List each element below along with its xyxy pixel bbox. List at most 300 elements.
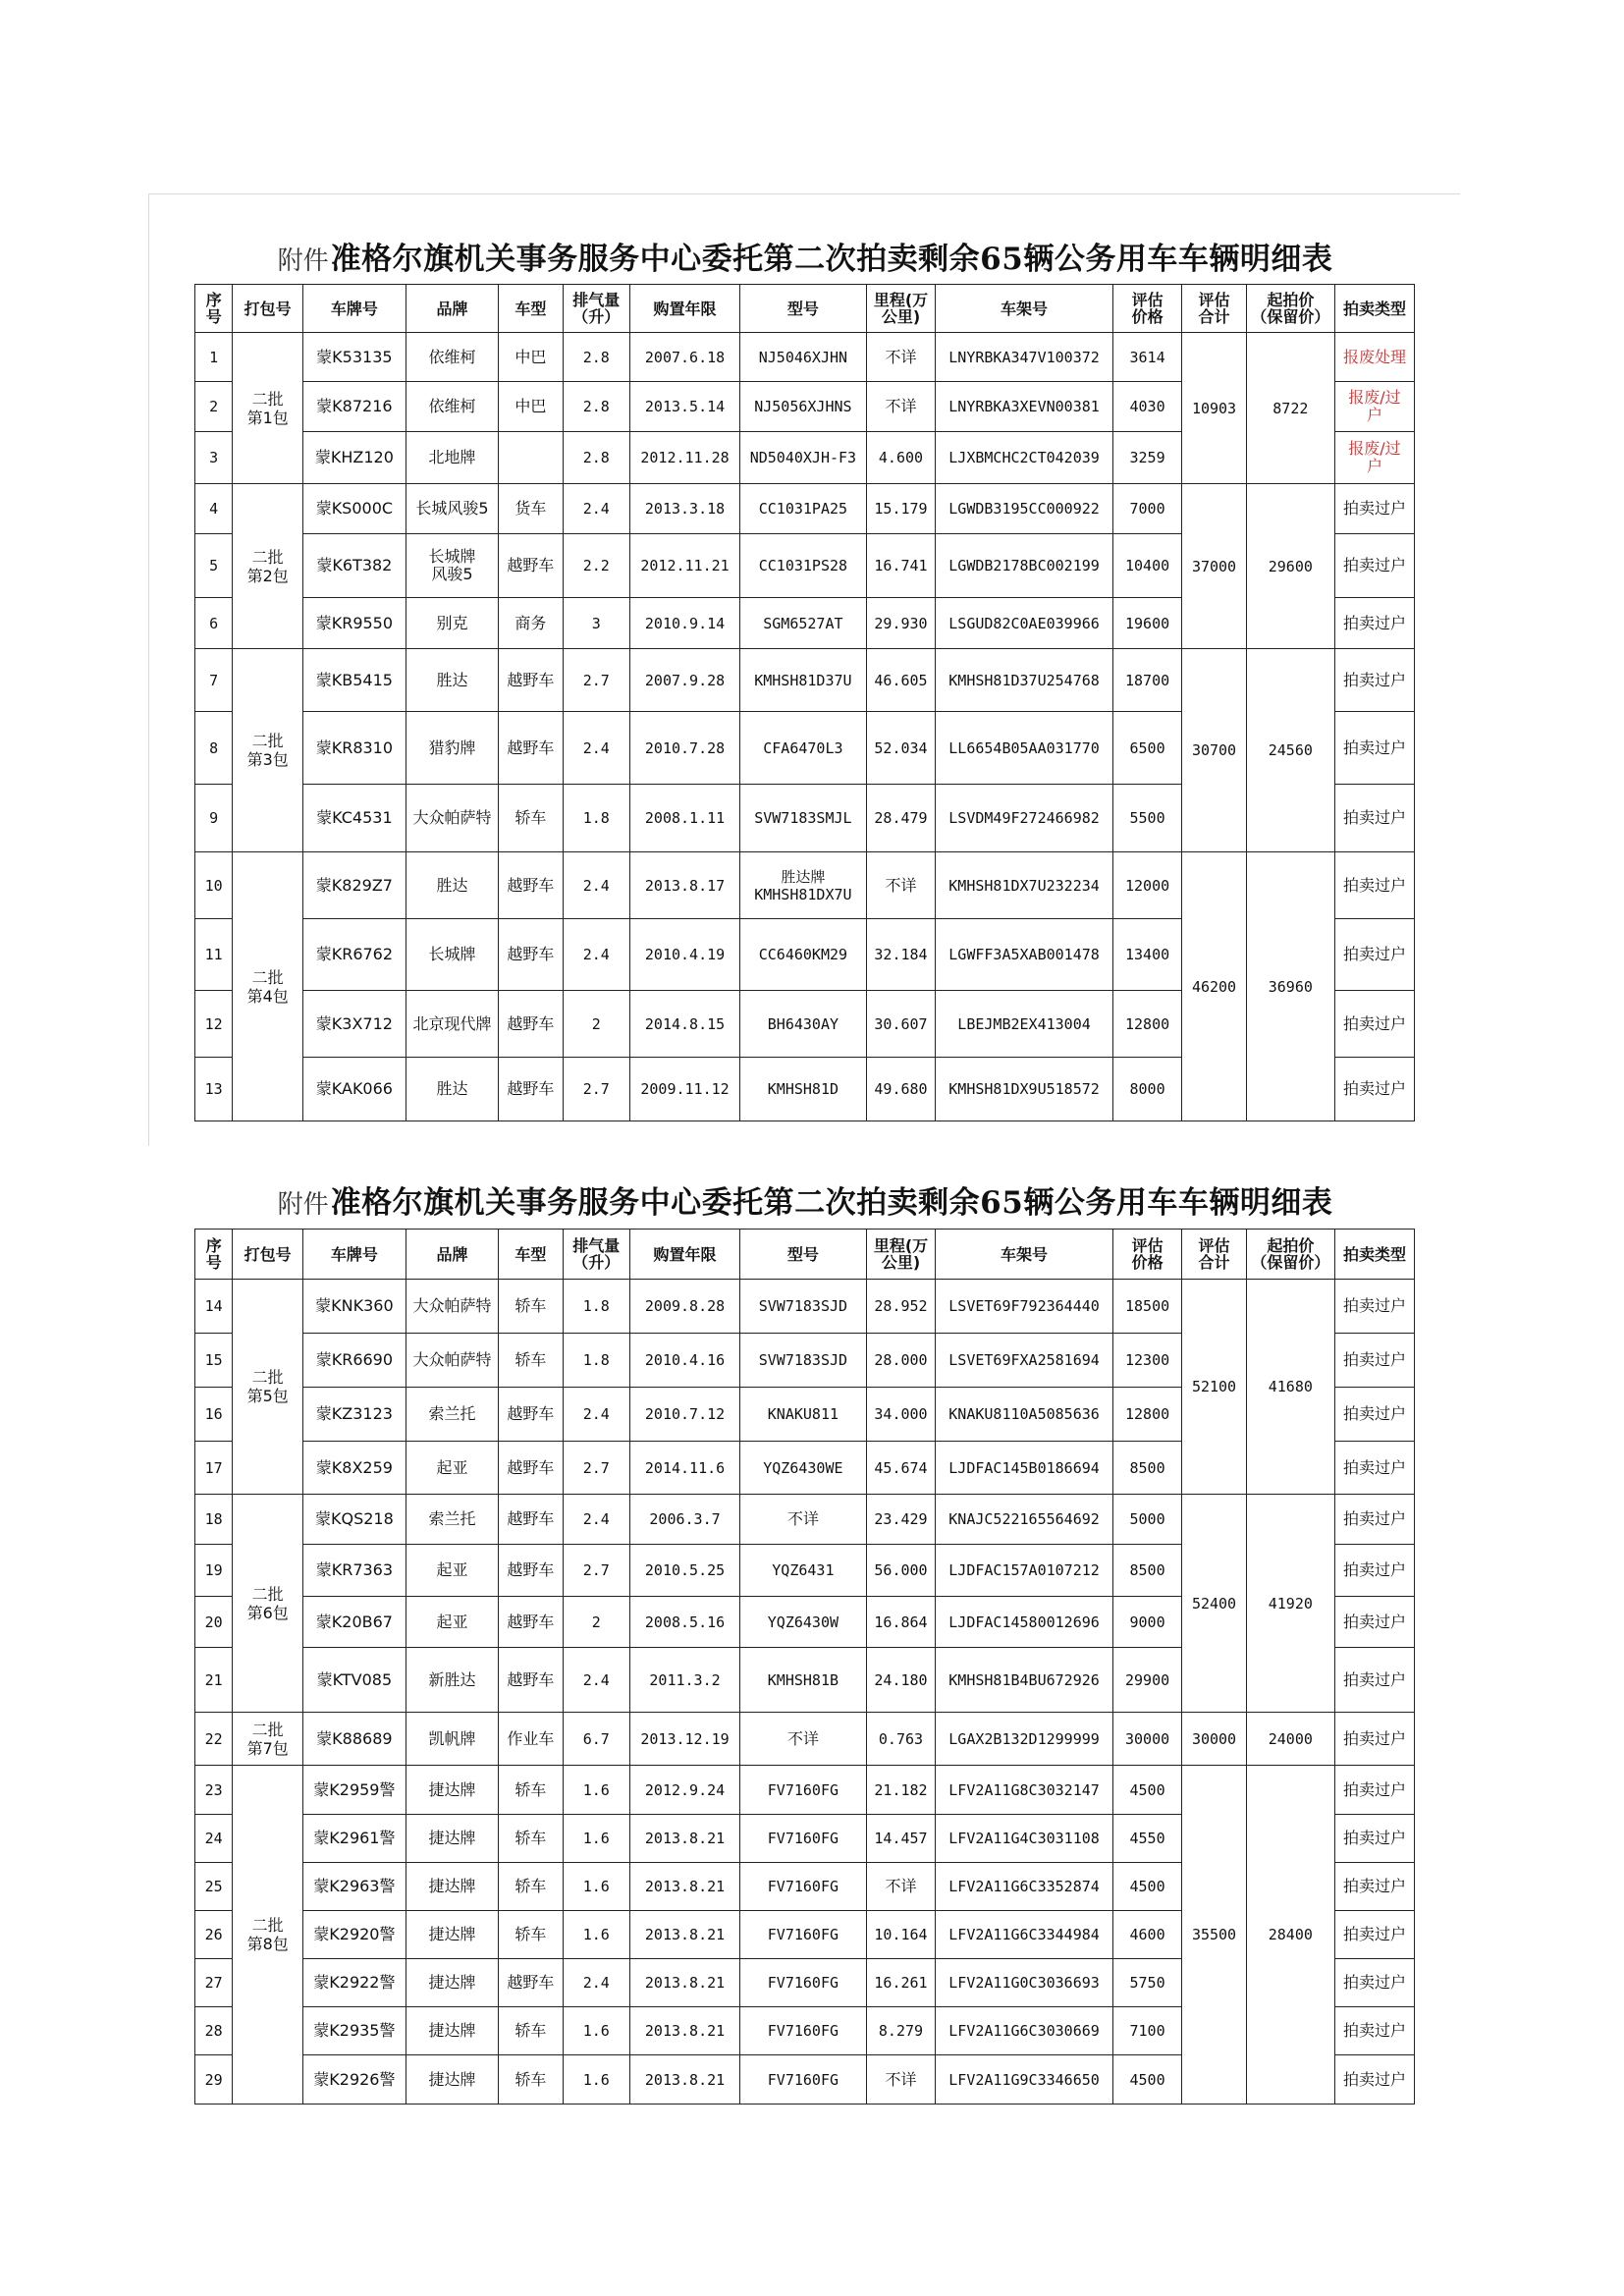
column-header: 品牌	[406, 285, 498, 333]
brand: 起亚	[406, 1442, 498, 1495]
starting-price: 24000	[1246, 1713, 1334, 1766]
table-row	[195, 1713, 1415, 1766]
mileage: 52.034	[866, 712, 936, 785]
model	[740, 852, 867, 919]
plate-number: 蒙K20B67	[302, 1597, 406, 1648]
brand-line: 风骏5	[431, 565, 473, 583]
brand: 大众帕萨特	[406, 785, 498, 852]
vehicle-type: 越野车	[499, 991, 563, 1058]
vin: LSVET69FXA2581694	[936, 1334, 1113, 1388]
auction-type	[1334, 432, 1414, 484]
row-number: 23	[195, 1766, 233, 1815]
pack-number	[233, 1766, 303, 2105]
auction-line: 户	[1366, 406, 1382, 424]
brand: 长城风骏5	[406, 484, 498, 534]
starting-price: 28400	[1246, 1766, 1334, 2105]
pack-line: 第5包	[246, 1387, 289, 1405]
valuation-price: 4500	[1112, 1766, 1182, 1815]
mileage: 28.000	[866, 1334, 936, 1388]
vehicle-type: 越野车	[499, 1648, 563, 1713]
displacement: 2.4	[563, 1959, 629, 2007]
vehicle-type: 越野车	[499, 1959, 563, 2007]
row-number: 19	[195, 1545, 233, 1597]
purchase-date: 2013.8.21	[630, 1911, 740, 1959]
row-number: 9	[195, 785, 233, 852]
model: SVW7183SMJL	[740, 785, 867, 852]
vehicle-type: 越野车	[499, 649, 563, 712]
column-header	[1112, 285, 1182, 333]
valuation-total: 30700	[1182, 649, 1246, 852]
purchase-date: 2013.8.21	[630, 1863, 740, 1911]
model: YQZ6430W	[740, 1597, 867, 1648]
brand: 大众帕萨特	[406, 1280, 498, 1334]
column-header: 购置年限	[630, 1230, 740, 1280]
model: ND5040XJH-F3	[740, 432, 867, 484]
pack-line: 第4包	[246, 986, 289, 1006]
valuation-price: 8000	[1112, 1058, 1182, 1121]
plate-number: 蒙KC4531	[302, 785, 406, 852]
model: CC1031PA25	[740, 484, 867, 534]
brand: 胜达	[406, 649, 498, 712]
displacement: 2.7	[563, 1058, 629, 1121]
vin: LGWDB2178BC002199	[936, 534, 1113, 598]
column-header: 打包号	[233, 1230, 303, 1280]
column-header	[866, 285, 936, 333]
vehicle-type: 越野车	[499, 534, 563, 598]
mileage: 46.605	[866, 649, 936, 712]
table-row	[195, 1495, 1415, 1545]
vehicle-table-2	[194, 1229, 1415, 2105]
purchase-date: 2013.3.18	[630, 484, 740, 534]
auction-type: 拍卖过户	[1334, 2055, 1414, 2105]
vin: LSVDM49F272466982	[936, 785, 1113, 852]
vin: LGWFF3A5XAB001478	[936, 919, 1113, 991]
column-header: 购置年限	[630, 285, 740, 333]
vin: KNAJC522165564692	[936, 1495, 1113, 1545]
row-number: 21	[195, 1648, 233, 1713]
displacement: 1.8	[563, 785, 629, 852]
mileage: 0.763	[866, 1713, 936, 1766]
displacement: 2.4	[563, 712, 629, 785]
purchase-date: 2009.8.28	[630, 1280, 740, 1334]
header-line: 排气量	[572, 291, 621, 309]
column-header: 拍卖类型	[1334, 285, 1414, 333]
row-number: 7	[195, 649, 233, 712]
purchase-date: 2012.11.21	[630, 534, 740, 598]
model: CC1031PS28	[740, 534, 867, 598]
vehicle-type: 轿车	[499, 1280, 563, 1334]
model: NJ5046XJHN	[740, 333, 867, 382]
header-row	[195, 1230, 1415, 1280]
plate-number: 蒙KB5415	[302, 649, 406, 712]
vehicle-type: 中巴	[499, 333, 563, 382]
model-line: 胜达牌	[781, 867, 826, 886]
header-line: 公里)	[881, 1253, 921, 1272]
header-line: 价格	[1131, 307, 1164, 326]
column-header	[1182, 1230, 1246, 1280]
brand: 捷达牌	[406, 1863, 498, 1911]
auction-type: 拍卖过户	[1334, 1959, 1414, 2007]
vehicle-type: 轿车	[499, 1911, 563, 1959]
pack-line: 二批	[251, 1916, 284, 1935]
row-number: 12	[195, 991, 233, 1058]
vin: KMHSH81DX9U518572	[936, 1058, 1113, 1121]
valuation-price: 4500	[1112, 2055, 1182, 2105]
model: 不详	[740, 1713, 867, 1766]
plate-number: 蒙K2926警	[302, 2055, 406, 2105]
starting-price: 8722	[1246, 333, 1334, 484]
vin: KMHSH81B4BU672926	[936, 1648, 1113, 1713]
column-header	[1112, 1230, 1182, 1280]
vehicle-type: 越野车	[499, 1545, 563, 1597]
auction-type: 拍卖过户	[1334, 1863, 1414, 1911]
plate-number: 蒙KAK066	[302, 1058, 406, 1121]
purchase-date: 2013.8.21	[630, 2007, 740, 2055]
pack-line: 第1包	[246, 408, 289, 427]
brand: 捷达牌	[406, 1959, 498, 2007]
brand: 新胜达	[406, 1648, 498, 1713]
auction-type: 拍卖过户	[1334, 1058, 1414, 1121]
plate-number: 蒙KR6762	[302, 919, 406, 991]
pack-line: 二批	[251, 389, 284, 409]
plate-number: 蒙K87216	[302, 382, 406, 432]
vehicle-type: 越野车	[499, 919, 563, 991]
column-header	[195, 1230, 233, 1280]
auction-type: 拍卖过户	[1334, 852, 1414, 919]
valuation-price: 3259	[1112, 432, 1182, 484]
brand: 别克	[406, 598, 498, 649]
displacement: 1.8	[563, 1334, 629, 1388]
purchase-date: 2012.9.24	[630, 1766, 740, 1815]
auction-type: 拍卖过户	[1334, 919, 1414, 991]
mileage: 49.680	[866, 1058, 936, 1121]
vehicle-type: 越野车	[499, 712, 563, 785]
auction-type: 拍卖过户	[1334, 712, 1414, 785]
brand: 索兰托	[406, 1495, 498, 1545]
plate-number: 蒙KHZ120	[302, 432, 406, 484]
valuation-price: 7100	[1112, 2007, 1182, 2055]
auction-type: 拍卖过户	[1334, 649, 1414, 712]
plate-number: 蒙K2935警	[302, 2007, 406, 2055]
displacement: 1.8	[563, 1280, 629, 1334]
sheet-1-title	[196, 234, 1414, 278]
valuation-price: 30000	[1112, 1713, 1182, 1766]
displacement: 2.4	[563, 1388, 629, 1442]
header-line: 里程(万	[873, 1236, 929, 1255]
row-number: 2	[195, 382, 233, 432]
displacement: 2.8	[563, 333, 629, 382]
displacement: 1.6	[563, 1911, 629, 1959]
displacement: 2.7	[563, 1442, 629, 1495]
brand: 捷达牌	[406, 2007, 498, 2055]
valuation-total: 52400	[1182, 1495, 1246, 1713]
row-number: 18	[195, 1495, 233, 1545]
model: FV7160FG	[740, 1815, 867, 1863]
auction-line: 报废/过	[1348, 388, 1401, 407]
plate-number: 蒙KZ3123	[302, 1388, 406, 1442]
header-line: 序	[205, 291, 222, 309]
purchase-date: 2013.8.17	[630, 852, 740, 919]
starting-price: 36960	[1246, 852, 1334, 1121]
vin: KMHSH81DX7U232234	[936, 852, 1113, 919]
vehicle-type: 越野车	[499, 1495, 563, 1545]
row-number: 8	[195, 712, 233, 785]
valuation-price: 19600	[1112, 598, 1182, 649]
auction-type: 拍卖过户	[1334, 1280, 1414, 1334]
row-number: 16	[195, 1388, 233, 1442]
row-number: 11	[195, 919, 233, 991]
row-number: 20	[195, 1597, 233, 1648]
header-line: 评估	[1131, 1236, 1164, 1255]
displacement: 1.6	[563, 2007, 629, 2055]
vin: LJDFAC14580012696	[936, 1597, 1113, 1648]
table-row	[195, 333, 1415, 382]
brand: 长城牌	[406, 919, 498, 991]
auction-type: 报废处理	[1334, 333, 1414, 382]
vin: LSGUD82C0AE039966	[936, 598, 1113, 649]
mileage: 8.279	[866, 2007, 936, 2055]
header-line: 起拍价	[1267, 291, 1315, 309]
model: CC6460KM29	[740, 919, 867, 991]
brand-line: 长城牌	[428, 547, 476, 566]
valuation-price: 12300	[1112, 1334, 1182, 1388]
brand: 北地牌	[406, 432, 498, 484]
plate-number: 蒙KR9550	[302, 598, 406, 649]
mileage: 不详	[866, 1863, 936, 1911]
row-number: 29	[195, 2055, 233, 2105]
auction-type: 拍卖过户	[1334, 1545, 1414, 1597]
title-prefix: 附件	[277, 246, 329, 276]
displacement: 2.4	[563, 1648, 629, 1713]
table-row	[195, 852, 1415, 919]
purchase-date: 2013.12.19	[630, 1713, 740, 1766]
plate-number: 蒙K2961警	[302, 1815, 406, 1863]
purchase-date: 2013.8.21	[630, 2055, 740, 2105]
mileage: 24.180	[866, 1648, 936, 1713]
column-header	[1246, 285, 1334, 333]
displacement: 2	[563, 1597, 629, 1648]
plate-number: 蒙K829Z7	[302, 852, 406, 919]
mileage: 4.600	[866, 432, 936, 484]
valuation-total: 37000	[1182, 484, 1246, 649]
purchase-date: 2010.4.19	[630, 919, 740, 991]
model: YQZ6430WE	[740, 1442, 867, 1495]
displacement: 2.4	[563, 919, 629, 991]
table-row	[195, 1280, 1415, 1334]
table-row	[195, 484, 1415, 534]
mileage: 34.000	[866, 1388, 936, 1442]
pack-number	[233, 484, 303, 649]
purchase-date: 2012.11.28	[630, 432, 740, 484]
valuation-price: 12800	[1112, 1388, 1182, 1442]
column-header: 型号	[740, 1230, 867, 1280]
vehicle-type	[499, 432, 563, 484]
model: BH6430AY	[740, 991, 867, 1058]
vin: LFV2A11G6C3030669	[936, 2007, 1113, 2055]
vin: LFV2A11G0C3036693	[936, 1959, 1113, 2007]
table-row	[195, 1766, 1415, 1815]
brand: 依维柯	[406, 382, 498, 432]
mileage: 56.000	[866, 1545, 936, 1597]
vin: LJDFAC145B0186694	[936, 1442, 1113, 1495]
mileage: 15.179	[866, 484, 936, 534]
displacement: 2.2	[563, 534, 629, 598]
brand: 起亚	[406, 1545, 498, 1597]
plate-number: 蒙K8X259	[302, 1442, 406, 1495]
displacement: 2.4	[563, 484, 629, 534]
displacement: 2.7	[563, 1545, 629, 1597]
row-number: 14	[195, 1280, 233, 1334]
header-line: （保留价）	[1251, 1253, 1330, 1272]
valuation-price: 5750	[1112, 1959, 1182, 2007]
model: KMHSH81D	[740, 1058, 867, 1121]
plate-number: 蒙KQS218	[302, 1495, 406, 1545]
auction-line: 报废/过	[1348, 439, 1401, 458]
plate-number: 蒙K2963警	[302, 1863, 406, 1911]
vehicle-type: 轿车	[499, 1334, 563, 1388]
valuation-price: 8500	[1112, 1545, 1182, 1597]
header-line: 序	[205, 1236, 222, 1255]
purchase-date: 2010.5.25	[630, 1545, 740, 1597]
vin: KMHSH81D37U254768	[936, 649, 1113, 712]
pack-number	[233, 852, 303, 1121]
valuation-price: 5000	[1112, 1495, 1182, 1545]
brand: 依维柯	[406, 333, 498, 382]
header-line: 起拍价	[1267, 1236, 1315, 1255]
header-line: 排气量	[572, 1236, 621, 1255]
page-frame-left	[148, 193, 149, 1146]
header-line: （升）	[572, 307, 621, 326]
auction-type: 拍卖过户	[1334, 1911, 1414, 1959]
auction-type: 拍卖过户	[1334, 2007, 1414, 2055]
row-number: 17	[195, 1442, 233, 1495]
model: KMHSH81B	[740, 1648, 867, 1713]
model: SVW7183SJD	[740, 1280, 867, 1334]
plate-number: 蒙K2920警	[302, 1911, 406, 1959]
purchase-date: 2011.3.2	[630, 1648, 740, 1713]
valuation-price: 9000	[1112, 1597, 1182, 1648]
valuation-price: 12800	[1112, 991, 1182, 1058]
column-header: 打包号	[233, 285, 303, 333]
vin: LGAX2B132D1299999	[936, 1713, 1113, 1766]
model: FV7160FG	[740, 2007, 867, 2055]
starting-price: 29600	[1246, 484, 1334, 649]
brand	[406, 534, 498, 598]
mileage: 23.429	[866, 1495, 936, 1545]
auction-type: 拍卖过户	[1334, 1713, 1414, 1766]
purchase-date: 2013.5.14	[630, 382, 740, 432]
displacement: 1.6	[563, 1815, 629, 1863]
auction-type: 拍卖过户	[1334, 1495, 1414, 1545]
starting-price: 41680	[1246, 1280, 1334, 1495]
brand: 捷达牌	[406, 2055, 498, 2105]
column-header: 车型	[499, 285, 563, 333]
auction-line: 户	[1366, 457, 1382, 475]
mileage: 16.741	[866, 534, 936, 598]
model: FV7160FG	[740, 2055, 867, 2105]
auction-type: 拍卖过户	[1334, 1597, 1414, 1648]
displacement: 2.8	[563, 432, 629, 484]
model-line: KMHSH81DX7U	[754, 885, 852, 903]
mileage: 28.479	[866, 785, 936, 852]
model: SVW7183SJD	[740, 1334, 867, 1388]
purchase-date: 2010.9.14	[630, 598, 740, 649]
pack-line: 第2包	[246, 566, 289, 585]
pack-line: 二批	[251, 1368, 284, 1387]
row-number: 6	[195, 598, 233, 649]
valuation-price: 3614	[1112, 333, 1182, 382]
brand: 索兰托	[406, 1388, 498, 1442]
row-number: 5	[195, 534, 233, 598]
plate-number: 蒙KS000C	[302, 484, 406, 534]
header-line: 号	[205, 1253, 222, 1272]
pack-line: 第7包	[246, 1738, 289, 1758]
valuation-price: 18500	[1112, 1280, 1182, 1334]
pack-line: 第8包	[246, 1935, 289, 1953]
purchase-date: 2010.4.16	[630, 1334, 740, 1388]
vehicle-type: 中巴	[499, 382, 563, 432]
valuation-total: 35500	[1182, 1766, 1246, 2105]
row-number: 13	[195, 1058, 233, 1121]
vehicle-type: 轿车	[499, 1766, 563, 1815]
row-number: 1	[195, 333, 233, 382]
vin: LL6654B05AA031770	[936, 712, 1113, 785]
header-line: 评估	[1198, 291, 1230, 309]
column-header	[1246, 1230, 1334, 1280]
vin: KNAKU8110A5085636	[936, 1388, 1113, 1442]
column-header	[866, 1230, 936, 1280]
mileage: 不详	[866, 852, 936, 919]
vin: LFV2A11G6C3344984	[936, 1911, 1113, 1959]
vehicle-type: 轿车	[499, 785, 563, 852]
vin: LFV2A11G9C3346650	[936, 2055, 1113, 2105]
row-number: 26	[195, 1911, 233, 1959]
sheet-2-title	[196, 1177, 1414, 1222]
vehicle-type: 商务	[499, 598, 563, 649]
brand: 胜达	[406, 1058, 498, 1121]
plate-number: 蒙K53135	[302, 333, 406, 382]
table-row	[195, 649, 1415, 712]
model: SGM6527AT	[740, 598, 867, 649]
vin: LJDFAC157A0107212	[936, 1545, 1113, 1597]
displacement: 2.8	[563, 382, 629, 432]
pack-line: 第6包	[246, 1603, 289, 1622]
vehicle-type: 轿车	[499, 1863, 563, 1911]
plate-number: 蒙KTV085	[302, 1648, 406, 1713]
model: 不详	[740, 1495, 867, 1545]
vehicle-table-1	[194, 284, 1415, 1121]
valuation-price: 5500	[1112, 785, 1182, 852]
mileage: 16.864	[866, 1597, 936, 1648]
column-header: 拍卖类型	[1334, 1230, 1414, 1280]
valuation-total: 46200	[1182, 852, 1246, 1121]
valuation-price: 12000	[1112, 852, 1182, 919]
displacement: 2.4	[563, 1495, 629, 1545]
valuation-price: 4600	[1112, 1911, 1182, 1959]
mileage: 不详	[866, 333, 936, 382]
column-header: 品牌	[406, 1230, 498, 1280]
model: KMHSH81D37U	[740, 649, 867, 712]
row-number: 25	[195, 1863, 233, 1911]
header-line: （保留价）	[1251, 307, 1330, 326]
pack-number	[233, 1280, 303, 1495]
column-header	[563, 1230, 629, 1280]
purchase-date: 2008.5.16	[630, 1597, 740, 1648]
header-line: 评估	[1198, 1236, 1230, 1255]
valuation-price: 10400	[1112, 534, 1182, 598]
pack-line: 二批	[251, 967, 284, 987]
mileage: 16.261	[866, 1959, 936, 2007]
